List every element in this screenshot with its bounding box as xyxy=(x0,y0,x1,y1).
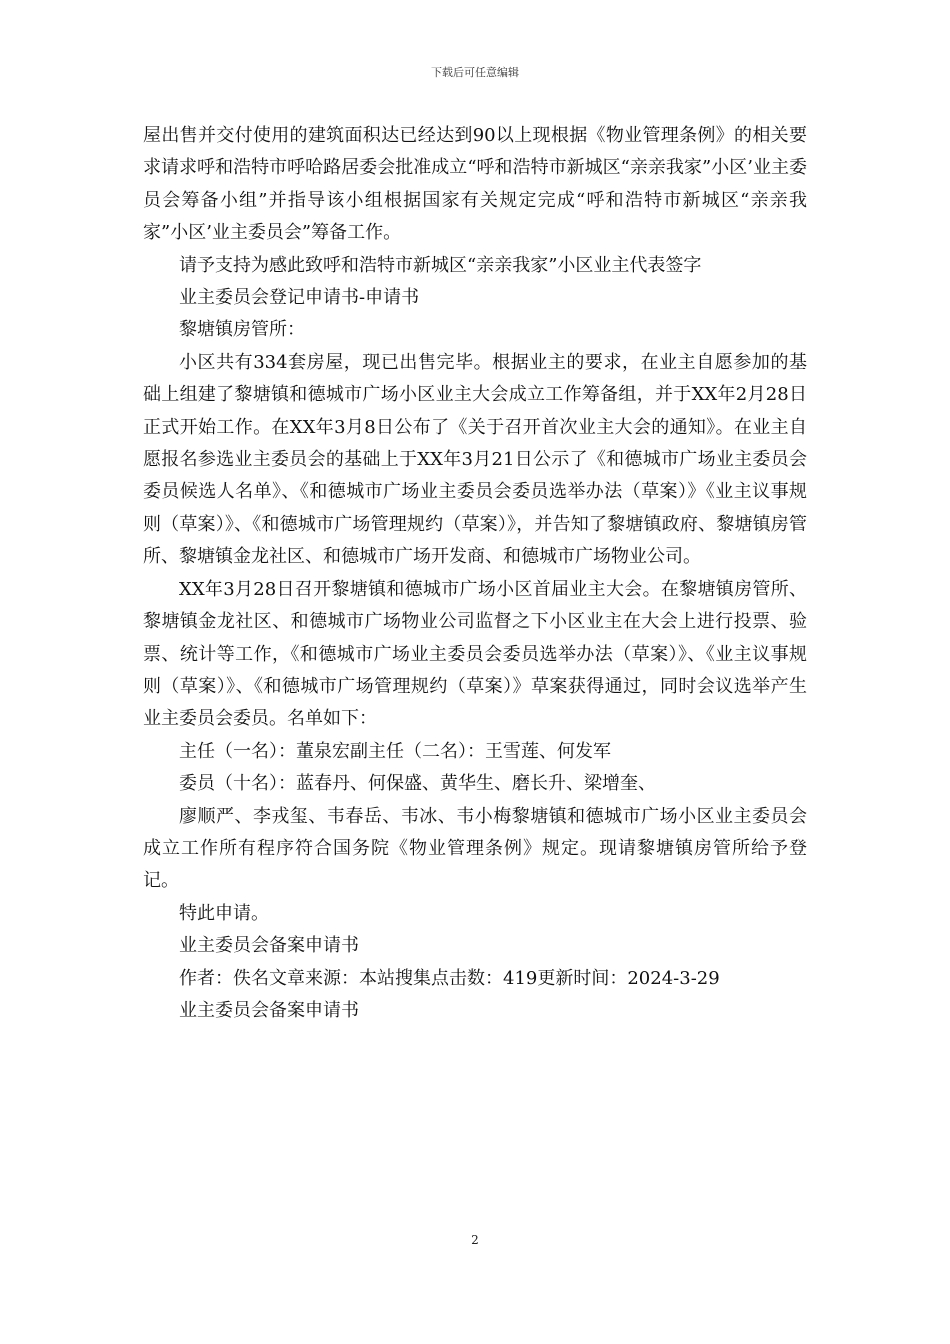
paragraph: XX年3月28日召开黎塘镇和德城市广场小区首届业主大会。在黎塘镇房管所、黎塘镇金龙社区、和德城市广场物业公司监督之下小区业主在大会上进行投票、验票、统计等工作，《和德城市广场业主委员会委员选举办法（草案）》、《业主议事规则（草案）》、《和德城市广场管理规约（草案）》草案获得通过，同时会议选举产生业主委员会委员。名单如下： xyxy=(143,578,807,730)
paragraph: 屋出售并交付使用的建筑面积达已经达到90以上现根据《物业管理条例》的相关要求请求呼和浩特市呼哈路居委会批准成立“呼和浩特市新城区“亲亲我家”小区’业主委员会筹备小组”并指导该小组根据国家有关规定完成“呼和浩特市新城区“亲亲我家”小区’业主委员会”筹备工作。 xyxy=(143,125,807,244)
page-header: 下载后可任意编辑 xyxy=(431,66,519,79)
page-number: 2 xyxy=(471,1233,479,1247)
paragraph: 请予支持为感此致呼和浩特市新城区“亲亲我家”小区业主代表签字 xyxy=(179,254,702,276)
section-title: 业主委员会备案申请书 xyxy=(179,999,359,1021)
paragraph: 廖顺严、李戎玺、韦春岳、韦冰、韦小梅黎塘镇和德城市广场小区业主委员会成立工作所有程序符合国务院《物业管理条例》规定。现请黎塘镇房管所给予登记。 xyxy=(143,805,807,892)
paragraph: 小区共有334套房屋，现已出售完毕。根据业主的要求，在业主自愿参加的基础上组建了黎塘镇和德城市广场小区业主大会成立工作筹备组，并于XX年2月28日正式开始工作。在XX年3月8日公布了《关于召开首次业主大会的通知》。在业主自愿报名参选业主委员会的基础上于XX年3月21日公示了《和德城市广场业主委员会委员候选人名单》、《和德城市广场业主委员会委员选举办法（草案）》《业主议事规则（草案）》、《和德城市广场管理规约（草案）》，并告知了黎塘镇政府、黎塘镇房管所、黎塘镇金龙社区、和德城市广场开发商、和德城市广场物业公司。 xyxy=(143,351,807,568)
paragraph: 委员（十名）：蓝春丹、何保盛、黄华生、磨长升、梁增奎、 xyxy=(179,773,656,795)
paragraph: 主任（一名）：董泉宏副主任（二名）：王雪莲、何发军 xyxy=(179,740,611,762)
section-title: 业主委员会备案申请书 xyxy=(179,935,359,957)
article-meta: 作者：佚名文章来源：本站搜集点击数：419更新时间：2024-3-29 xyxy=(179,967,720,989)
section-title: 业主委员会登记申请书-申请书 xyxy=(179,287,420,309)
closing-line: 特此申请。 xyxy=(179,902,269,924)
document-body xyxy=(143,120,807,1027)
salutation: 黎塘镇房管所： xyxy=(179,319,305,341)
